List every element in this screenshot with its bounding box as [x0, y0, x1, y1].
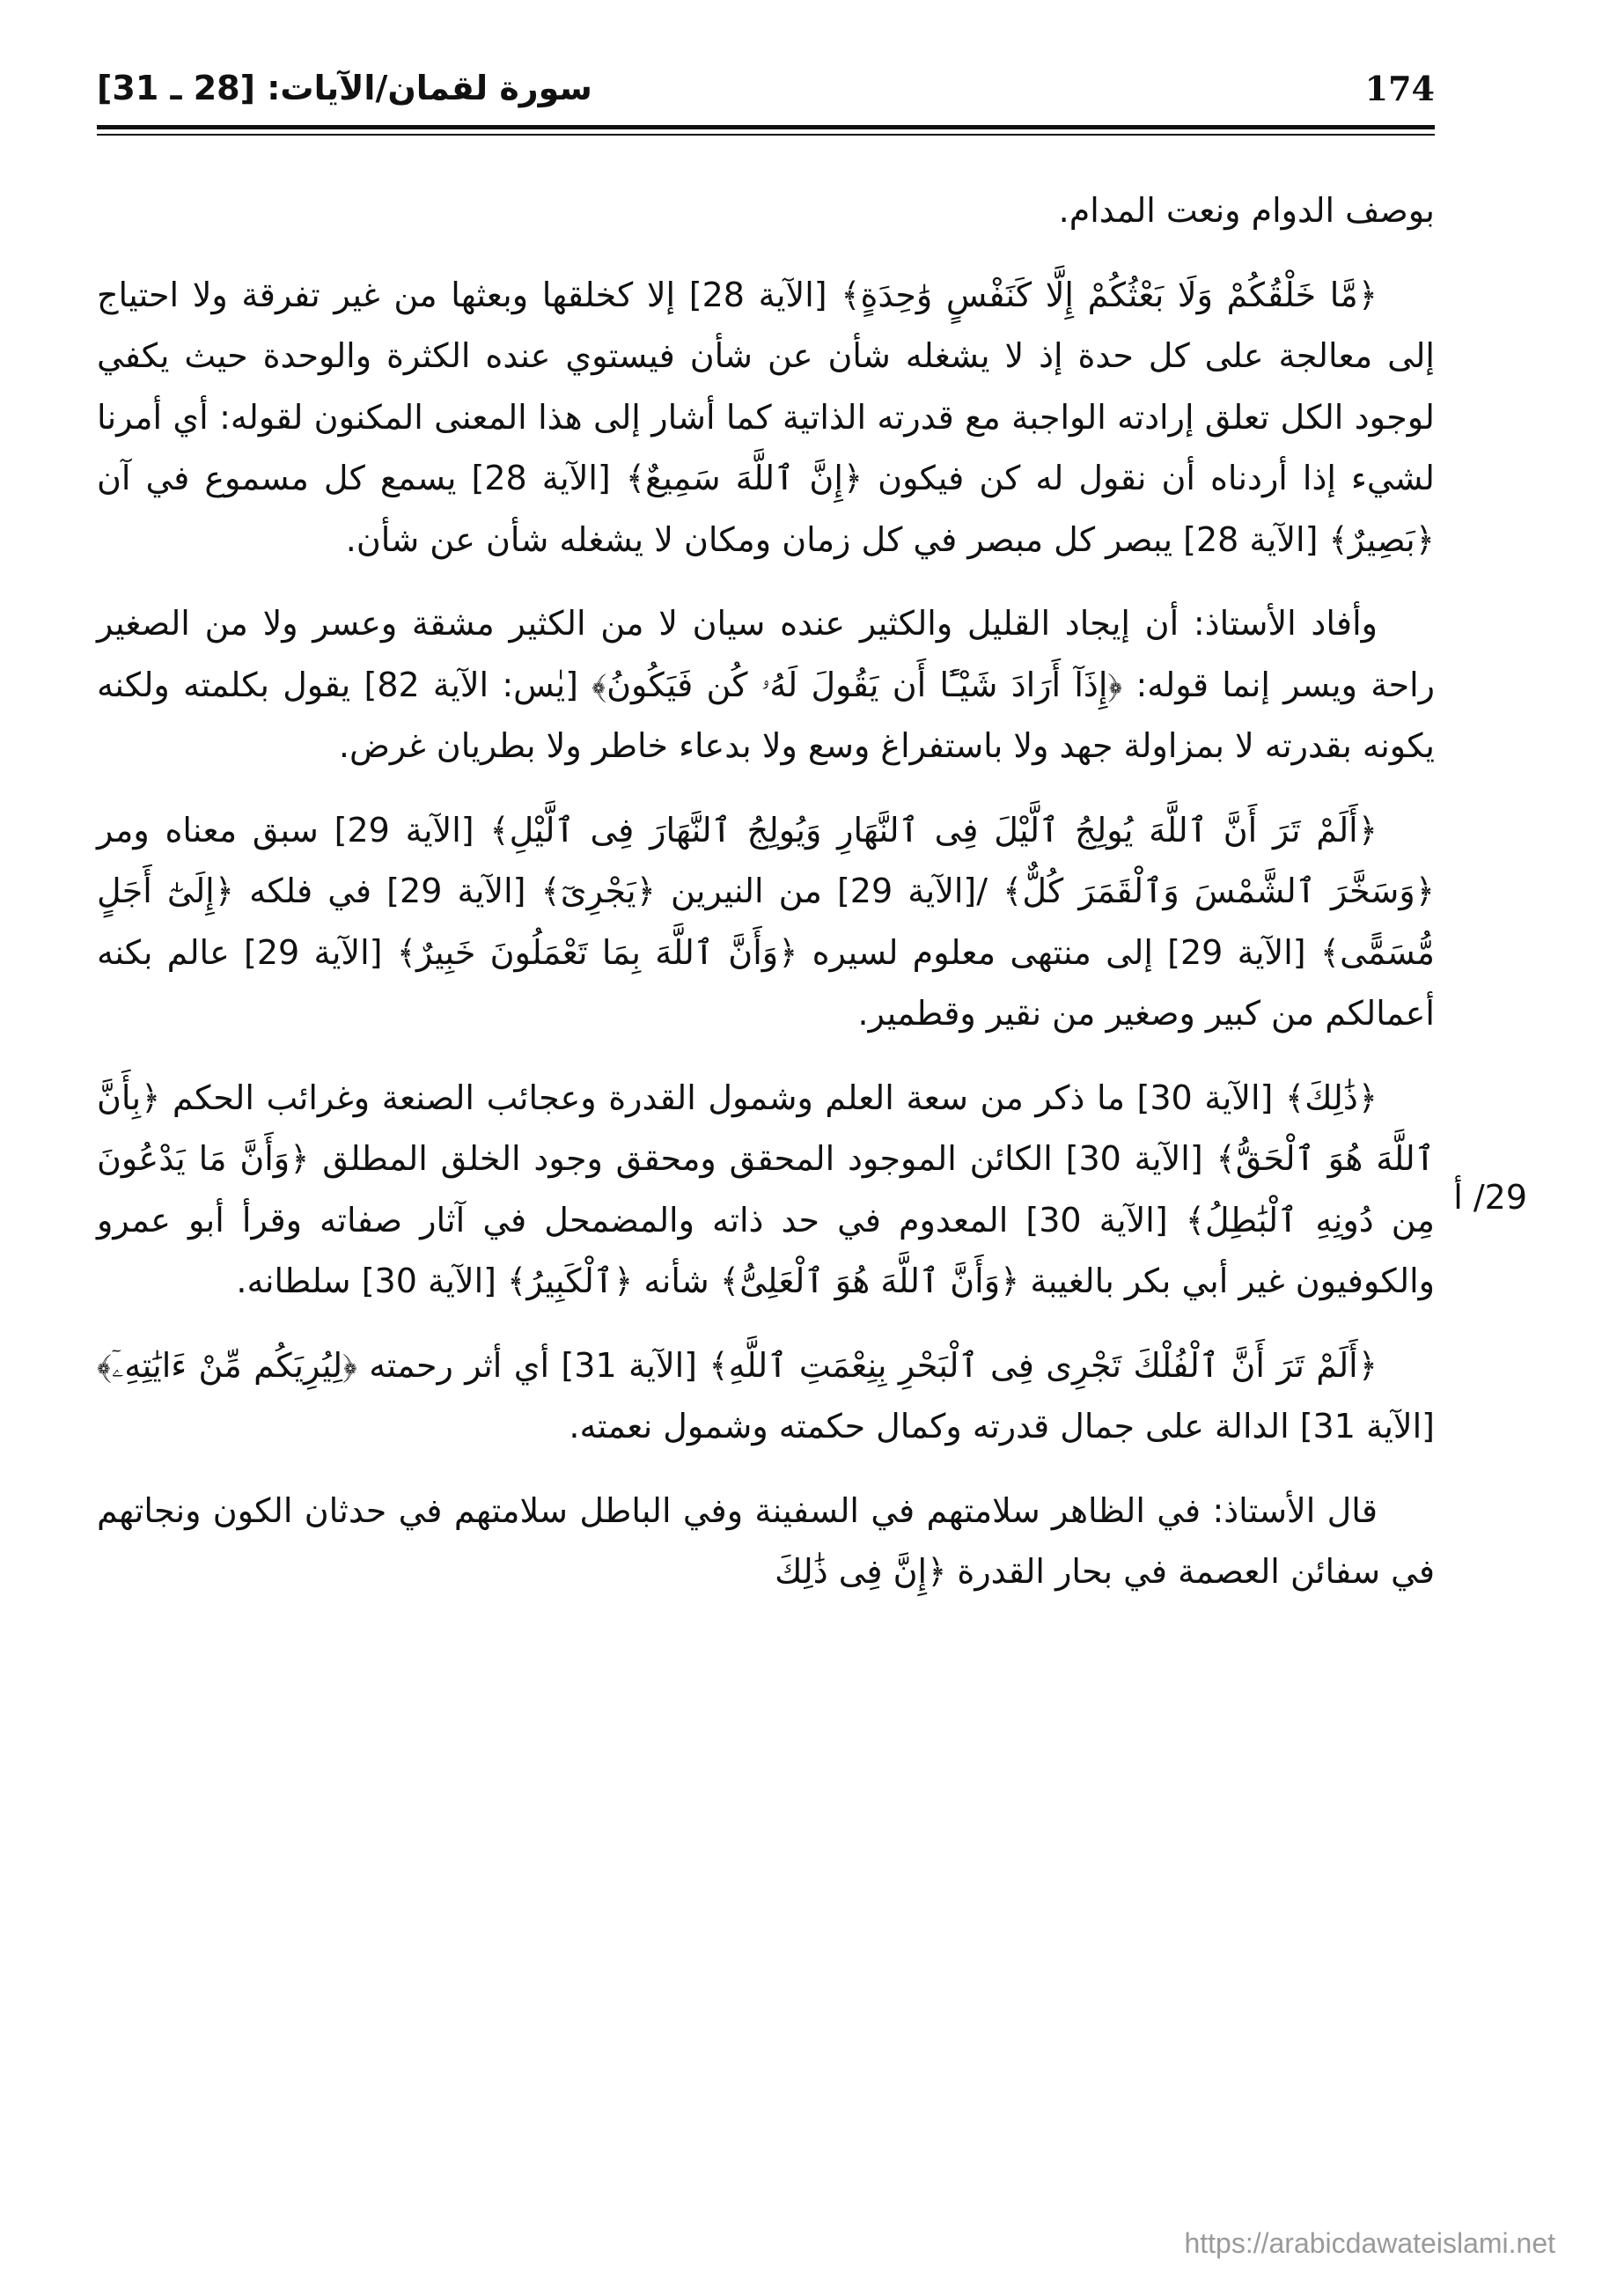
page-number: 174	[1364, 69, 1435, 108]
page-header	[97, 69, 1435, 121]
paragraph: وأفاد الأستاذ: أن إيجاد القليل والكثير عنده سيان لا من الكثير مشقة وعسر ولا من الصغير راحة ويسر إنما قوله: ﴿إِذَآ أَرَادَ شَيْـًٔا أَن يَقُولَ لَهُۥ كُن فَيَكُونُ﴾ [يٰس: الآية 82] يقول بكلمته ولكنه يكونه بقدرته لا بمزاولة جهد ولا باستفراغ وسع ولا بدعاء خاطر ولا بطريان غرض.	[97, 604, 1435, 765]
header-rule-thick	[97, 125, 1435, 129]
paragraph: ﴿أَلَمْ تَرَ أَنَّ ٱلْفُلْكَ تَجْرِى فِى ٱلْبَحْرِ بِنِعْمَتِ ٱللَّهِ﴾ [الآية 31] أي أثر رحمته ﴿لِيُرِيَكُم مِّنْ ءَايَٰتِهِۦٓ﴾ [الآية 31] الدالة على جمال قدرته وكمال حكمته وشمول نعمته.	[97, 1345, 1435, 1446]
paragraph: ﴿مَّا خَلْقُكُمْ وَلَا بَعْثُكُمْ إِلَّا كَنَفْسٍ وَٰحِدَةٍ﴾ [الآية 28] إلا كخلقها وبعثها من غير تفرقة ولا احتياج إلى معالجة على كل حدة إذ لا يشغله شأن عن شأن فيستوي عنده الكثرة والوحدة حيث يكفي لوجود الكل تعلق إرادته الواجبة مع قدرته الذاتية كما أشار إلى هذا المعنى المكنون لقوله: أي أمرنا لشيء إذا أردناه أن نقول له كن فيكون ﴿إِنَّ ٱللَّهَ سَمِيعٌ﴾ [الآية 28] يسمع كل مسموع في آن ﴿بَصِيرٌ﴾ [الآية 28] يبصر كل مبصر في كل زمان ومكان لا يشغله شأن عن شأن.	[97, 275, 1435, 559]
watermark-url: https://arabicdawateislami.net	[1184, 2227, 1555, 2259]
header-rule-thin	[97, 134, 1435, 136]
paragraph: بوصف الدوام ونعت المدام.	[1058, 191, 1435, 230]
page-body	[97, 180, 1435, 1626]
paragraph: قال الأستاذ: في الظاهر سلامتهم في السفينة وفي الباطل سلامتهم في حدثان الكون ونجاتهم في سفائن العصمة في بحار القدرة ﴿إِنَّ فِى ذَٰلِكَ	[97, 1490, 1435, 1591]
running-title: سورة لقمان/الآيات: [28 ـ 31]	[97, 69, 592, 107]
paragraph: ﴿أَلَمْ تَرَ أَنَّ ٱللَّهَ يُولِجُ ٱلَّيْلَ فِى ٱلنَّهَارِ وَيُولِجُ ٱلنَّهَارَ فِى ٱلَّيْلِ﴾ [الآية 29] سبق معناه ومر ﴿وَسَخَّرَ ٱلشَّمْسَ وَٱلْقَمَرَ كُلٌّ﴾ /[الآية 29] من النيرين ﴿يَجْرِىٓ﴾ [الآية 29] في فلكه ﴿إِلَىٰٓ أَجَلٍ مُّسَمًّى﴾ [الآية 29] إلى منتهى معلوم لسيره ﴿وَأَنَّ ٱللَّهَ بِمَا تَعْمَلُونَ خَبِيرٌ﴾ [الآية 29] عالم بكنه أعمالكم من كبير وصغير من نقير وقطمير.	[97, 810, 1435, 1033]
margin-folio-note: 29/ أ	[1453, 1178, 1527, 1217]
paragraph: ﴿ذَٰلِكَ﴾ [الآية 30] ما ذكر من سعة العلم وشمول القدرة وعجائب الصنعة وغرائب الحكم ﴿بِأَنَّ ٱللَّهَ هُوَ ٱلْحَقُّ﴾ [الآية 30] الكائن الموجود المحقق ومحقق وجود الخلق المطلق ﴿وَأَنَّ مَا يَدْعُونَ مِن دُونِهِ ٱلْبَٰطِلُ﴾ [الآية 30] المعدوم في حد ذاته والمضمحل في آثار صفاته وقرأ أبو عمرو والكوفيون غير أبي بكر بالغيبة ﴿وَأَنَّ ٱللَّهَ هُوَ ٱلْعَلِىُّ﴾ شأنه ﴿ٱلْكَبِيرُ﴾ [الآية 30] سلطانه.	[97, 1078, 1435, 1300]
